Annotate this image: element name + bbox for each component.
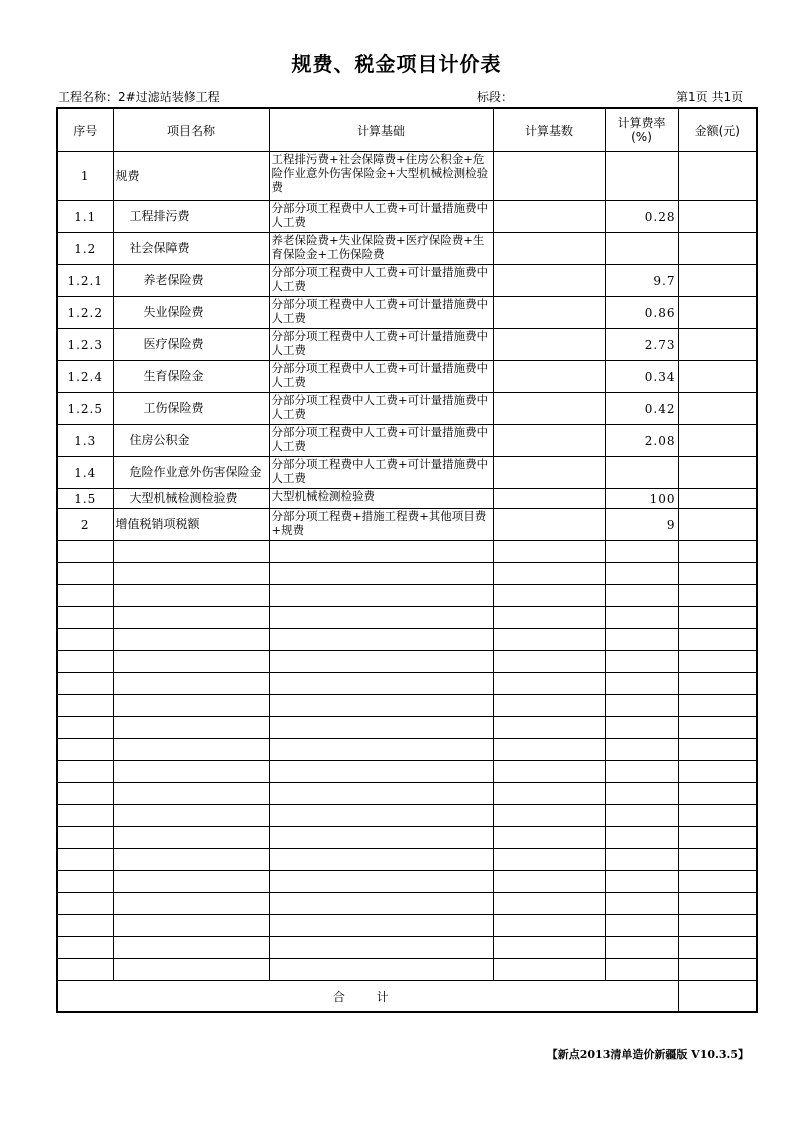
table-row <box>57 265 757 297</box>
empty-cell <box>605 827 678 849</box>
row-name: 危险作业意外伤害保险金 <box>113 457 269 489</box>
empty-cell <box>678 585 757 607</box>
empty-cell <box>113 739 269 761</box>
empty-cell <box>113 893 269 915</box>
empty-cell <box>605 695 678 717</box>
table-row <box>57 329 757 361</box>
empty-cell <box>605 805 678 827</box>
empty-cell <box>493 915 605 937</box>
empty-cell <box>269 849 493 871</box>
page-indicator: 第1页 共1页 <box>676 90 744 104</box>
empty-cell <box>678 783 757 805</box>
empty-cell <box>493 893 605 915</box>
section-label: 标段： <box>477 90 514 104</box>
row-base-amount <box>493 361 605 393</box>
empty-cell <box>605 607 678 629</box>
row-name: 工伤保险费 <box>113 393 269 425</box>
header-no: 序号 <box>57 108 113 152</box>
empty-cell <box>678 739 757 761</box>
header-base: 计算基础 <box>269 108 493 152</box>
empty-cell <box>269 739 493 761</box>
empty-row <box>57 673 757 695</box>
empty-cell <box>57 629 113 651</box>
row-name: 住房公积金 <box>113 425 269 457</box>
row-base: 工程排污费+社会保障费+住房公积金+危险作业意外伤害保险金+大型机械检测检验费 <box>269 152 493 201</box>
table-row <box>57 457 757 489</box>
empty-cell <box>493 805 605 827</box>
empty-cell <box>493 585 605 607</box>
row-base: 分部分项工程费中人工费+可计量措施费中人工费 <box>269 393 493 425</box>
row-no: 1.2 <box>57 233 113 265</box>
row-base: 分部分项工程费中人工费+可计量措施费中人工费 <box>269 425 493 457</box>
table-row <box>57 361 757 393</box>
table-row <box>57 509 757 541</box>
row-rate: 9.7 <box>605 265 678 297</box>
row-rate: 100 <box>605 489 678 509</box>
row-amount <box>678 329 757 361</box>
empty-cell <box>605 651 678 673</box>
row-amount <box>678 457 757 489</box>
row-no: 2 <box>57 509 113 541</box>
empty-row <box>57 937 757 959</box>
empty-row <box>57 871 757 893</box>
empty-cell <box>269 915 493 937</box>
empty-row <box>57 761 757 783</box>
row-base-amount <box>493 233 605 265</box>
empty-cell <box>678 761 757 783</box>
row-name: 医疗保险费 <box>113 329 269 361</box>
empty-cell <box>57 739 113 761</box>
row-no: 1 <box>57 152 113 201</box>
row-name: 规费 <box>113 152 269 201</box>
empty-cell <box>57 695 113 717</box>
empty-cell <box>493 563 605 585</box>
empty-cell <box>269 827 493 849</box>
empty-cell <box>493 739 605 761</box>
row-name: 增值税销项税额 <box>113 509 269 541</box>
empty-cell <box>493 849 605 871</box>
empty-cell <box>57 585 113 607</box>
row-base: 养老保险费+失业保险费+医疗保险费+生育保险金+工伤保险费 <box>269 233 493 265</box>
table-header-row <box>57 108 757 152</box>
empty-cell <box>113 849 269 871</box>
header-amount: 金额(元) <box>678 108 757 152</box>
row-no: 1.5 <box>57 489 113 509</box>
row-rate: 9 <box>605 509 678 541</box>
empty-cell <box>493 607 605 629</box>
empty-cell <box>57 783 113 805</box>
empty-cell <box>493 629 605 651</box>
row-no: 1.1 <box>57 201 113 233</box>
empty-cell <box>493 871 605 893</box>
empty-cell <box>269 629 493 651</box>
empty-cell <box>269 673 493 695</box>
empty-cell <box>678 563 757 585</box>
row-name: 大型机械检测检验费 <box>113 489 269 509</box>
empty-cell <box>113 717 269 739</box>
empty-cell <box>57 673 113 695</box>
empty-cell <box>57 915 113 937</box>
empty-cell <box>605 937 678 959</box>
row-base-amount <box>493 489 605 509</box>
empty-cell <box>605 761 678 783</box>
row-base: 大型机械检测检验费 <box>269 489 493 509</box>
row-rate: 0.42 <box>605 393 678 425</box>
empty-cell <box>57 805 113 827</box>
empty-cell <box>113 805 269 827</box>
empty-cell <box>678 805 757 827</box>
row-base: 分部分项工程费中人工费+可计量措施费中人工费 <box>269 297 493 329</box>
empty-cell <box>57 563 113 585</box>
empty-cell <box>493 783 605 805</box>
empty-cell <box>605 915 678 937</box>
empty-row <box>57 717 757 739</box>
document-title: 规费、税金项目计价表 <box>291 52 502 76</box>
empty-cell <box>605 541 678 563</box>
table-row <box>57 425 757 457</box>
empty-cell <box>113 761 269 783</box>
empty-cell <box>493 651 605 673</box>
empty-row <box>57 783 757 805</box>
row-base-amount <box>493 425 605 457</box>
table-row <box>57 489 757 509</box>
empty-cell <box>269 651 493 673</box>
empty-row <box>57 915 757 937</box>
empty-cell <box>269 695 493 717</box>
row-amount <box>678 201 757 233</box>
empty-cell <box>678 651 757 673</box>
header-rate-line1: 计算费率 <box>617 116 666 130</box>
row-base-amount <box>493 152 605 201</box>
row-rate: 2.08 <box>605 425 678 457</box>
empty-cell <box>113 871 269 893</box>
empty-cell <box>269 893 493 915</box>
row-no: 1.4 <box>57 457 113 489</box>
row-name: 社会保障费 <box>113 233 269 265</box>
empty-cell <box>57 761 113 783</box>
empty-cell <box>269 607 493 629</box>
empty-row <box>57 541 757 563</box>
row-base-amount <box>493 201 605 233</box>
empty-cell <box>678 849 757 871</box>
empty-cell <box>605 563 678 585</box>
empty-cell <box>113 541 269 563</box>
empty-cell <box>605 739 678 761</box>
row-name: 养老保险费 <box>113 265 269 297</box>
total-amount <box>678 981 757 1013</box>
row-base: 分部分项工程费+措施工程费+其他项目费+规费 <box>269 509 493 541</box>
row-amount <box>678 361 757 393</box>
empty-row <box>57 959 757 981</box>
row-amount <box>678 265 757 297</box>
table-row <box>57 152 757 201</box>
row-name: 生育保险金 <box>113 361 269 393</box>
empty-row <box>57 607 757 629</box>
empty-cell <box>113 915 269 937</box>
row-rate: 0.86 <box>605 297 678 329</box>
empty-cell <box>493 937 605 959</box>
empty-cell <box>113 607 269 629</box>
empty-cell <box>493 827 605 849</box>
empty-cell <box>678 893 757 915</box>
empty-cell <box>493 959 605 981</box>
row-base: 分部分项工程费中人工费+可计量措施费中人工费 <box>269 201 493 233</box>
empty-cell <box>605 717 678 739</box>
empty-cell <box>678 541 757 563</box>
empty-cell <box>57 849 113 871</box>
empty-row <box>57 893 757 915</box>
empty-cell <box>269 717 493 739</box>
empty-cell <box>493 673 605 695</box>
fee-table <box>56 107 758 1013</box>
row-base-amount <box>493 509 605 541</box>
row-rate <box>605 152 678 201</box>
empty-row <box>57 585 757 607</box>
empty-row <box>57 563 757 585</box>
empty-cell <box>57 541 113 563</box>
row-amount <box>678 393 757 425</box>
empty-row <box>57 695 757 717</box>
empty-cell <box>493 717 605 739</box>
empty-cell <box>57 607 113 629</box>
empty-cell <box>113 563 269 585</box>
row-amount <box>678 425 757 457</box>
header-rate <box>605 108 678 152</box>
row-rate: 0.28 <box>605 201 678 233</box>
empty-cell <box>678 827 757 849</box>
empty-cell <box>493 695 605 717</box>
empty-cell <box>605 629 678 651</box>
software-version: 【新点2013清单造价新疆版 V10.3.5】 <box>546 1048 749 1061</box>
row-no: 1.3 <box>57 425 113 457</box>
empty-cell <box>678 673 757 695</box>
row-no: 1.2.5 <box>57 393 113 425</box>
empty-cell <box>113 937 269 959</box>
empty-cell <box>678 695 757 717</box>
empty-row <box>57 629 757 651</box>
empty-cell <box>605 783 678 805</box>
empty-cell <box>678 629 757 651</box>
header-rate-line2: (%) <box>631 130 652 144</box>
empty-cell <box>113 827 269 849</box>
row-base: 分部分项工程费中人工费+可计量措施费中人工费 <box>269 329 493 361</box>
row-base-amount <box>493 265 605 297</box>
empty-row <box>57 827 757 849</box>
empty-cell <box>57 651 113 673</box>
row-amount <box>678 489 757 509</box>
empty-cell <box>57 871 113 893</box>
row-no: 1.2.1 <box>57 265 113 297</box>
empty-cell <box>493 541 605 563</box>
empty-cell <box>113 651 269 673</box>
empty-cell <box>605 893 678 915</box>
empty-cell <box>57 827 113 849</box>
row-rate: 0.34 <box>605 361 678 393</box>
empty-cell <box>57 959 113 981</box>
empty-cell <box>269 541 493 563</box>
empty-cell <box>269 761 493 783</box>
empty-row <box>57 739 757 761</box>
row-rate <box>605 457 678 489</box>
empty-cell <box>269 805 493 827</box>
row-base: 分部分项工程费中人工费+可计量措施费中人工费 <box>269 265 493 297</box>
empty-cell <box>605 585 678 607</box>
empty-cell <box>269 959 493 981</box>
row-amount <box>678 297 757 329</box>
empty-cell <box>57 937 113 959</box>
project-name: 工程名称：2#过滤站装修工程 <box>58 90 220 104</box>
empty-cell <box>269 585 493 607</box>
total-label: 合 计 <box>57 981 678 1013</box>
row-no: 1.2.4 <box>57 361 113 393</box>
empty-cell <box>605 849 678 871</box>
empty-cell <box>678 959 757 981</box>
empty-cell <box>57 717 113 739</box>
row-base: 分部分项工程费中人工费+可计量措施费中人工费 <box>269 457 493 489</box>
row-base-amount <box>493 329 605 361</box>
table-row <box>57 297 757 329</box>
header-name: 项目名称 <box>113 108 269 152</box>
empty-cell <box>605 871 678 893</box>
header-base-amount: 计算基数 <box>493 108 605 152</box>
row-base-amount <box>493 393 605 425</box>
empty-cell <box>57 893 113 915</box>
empty-row <box>57 849 757 871</box>
row-base: 分部分项工程费中人工费+可计量措施费中人工费 <box>269 361 493 393</box>
row-name: 工程排污费 <box>113 201 269 233</box>
empty-cell <box>269 783 493 805</box>
empty-cell <box>605 673 678 695</box>
empty-row <box>57 651 757 673</box>
row-base-amount <box>493 457 605 489</box>
row-rate <box>605 233 678 265</box>
row-amount <box>678 509 757 541</box>
total-row <box>57 981 757 1013</box>
table-row <box>57 393 757 425</box>
row-name: 失业保险费 <box>113 297 269 329</box>
empty-cell <box>113 695 269 717</box>
empty-cell <box>113 673 269 695</box>
empty-cell <box>493 761 605 783</box>
empty-cell <box>678 937 757 959</box>
table-row <box>57 201 757 233</box>
row-no: 1.2.3 <box>57 329 113 361</box>
row-rate: 2.73 <box>605 329 678 361</box>
empty-cell <box>605 959 678 981</box>
empty-cell <box>678 717 757 739</box>
row-no: 1.2.2 <box>57 297 113 329</box>
empty-cell <box>678 607 757 629</box>
row-amount <box>678 152 757 201</box>
row-amount <box>678 233 757 265</box>
empty-cell <box>269 937 493 959</box>
empty-row <box>57 805 757 827</box>
row-base-amount <box>493 297 605 329</box>
empty-cell <box>113 959 269 981</box>
table-row <box>57 233 757 265</box>
empty-cell <box>678 915 757 937</box>
empty-cell <box>113 783 269 805</box>
empty-cell <box>113 629 269 651</box>
empty-cell <box>678 871 757 893</box>
empty-cell <box>113 585 269 607</box>
empty-cell <box>269 871 493 893</box>
empty-cell <box>269 563 493 585</box>
